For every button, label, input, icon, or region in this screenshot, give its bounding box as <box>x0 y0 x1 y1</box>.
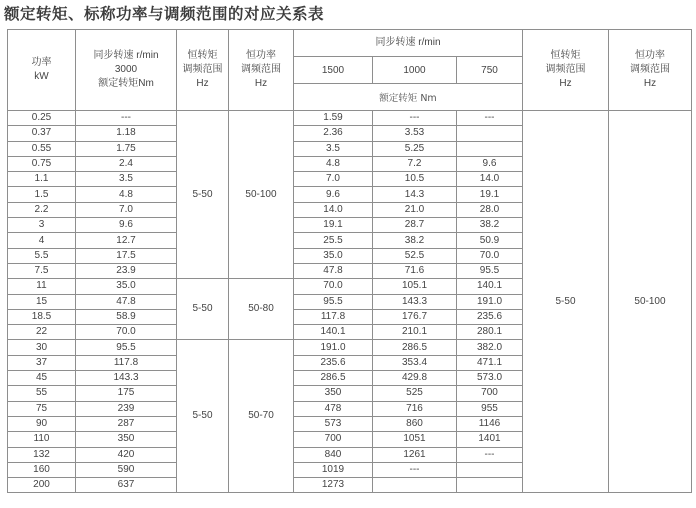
torque-1500-cell: 1.59 <box>294 111 373 126</box>
power-kw-cell: 2.2 <box>8 202 76 217</box>
right-const-torque-range-cell: 5-50 <box>523 111 609 493</box>
torque-750-cell <box>457 141 523 156</box>
torque-3000-cell: 590 <box>76 462 177 477</box>
torque-1500-cell: 286.5 <box>294 371 373 386</box>
torque-1000-cell: 105.1 <box>373 279 457 294</box>
power-kw-cell: 1.1 <box>8 172 76 187</box>
torque-750-cell: 19.1 <box>457 187 523 202</box>
torque-1500-cell: 70.0 <box>294 279 373 294</box>
torque-750-cell: 50.9 <box>457 233 523 248</box>
torque-3000-cell: 143.3 <box>76 371 177 386</box>
torque-750-cell: 955 <box>457 401 523 416</box>
header-const-torque: 恒转矩 调频范围 Hz <box>177 30 229 111</box>
torque-1000-cell: 143.3 <box>373 294 457 309</box>
right-const-power-range-cell: 50-100 <box>609 111 692 493</box>
torque-750-cell: 471.1 <box>457 355 523 370</box>
torque-1000-cell: 353.4 <box>373 355 457 370</box>
torque-1500-cell: 140.1 <box>294 325 373 340</box>
torque-1000-cell: --- <box>373 462 457 477</box>
torque-750-cell: 140.1 <box>457 279 523 294</box>
power-kw-cell: 0.55 <box>8 141 76 156</box>
header-sync-speed: 同步转速 r/min <box>294 30 523 57</box>
torque-1500-cell: 350 <box>294 386 373 401</box>
torque-3000-cell: 637 <box>76 478 177 493</box>
torque-3000-cell: 420 <box>76 447 177 462</box>
power-kw-cell: 0.25 <box>8 111 76 126</box>
torque-750-cell <box>457 478 523 493</box>
power-kw-cell: 22 <box>8 325 76 340</box>
power-kw-cell: 5.5 <box>8 248 76 263</box>
torque-1000-cell: 28.7 <box>373 218 457 233</box>
torque-3000-cell: 1.75 <box>76 141 177 156</box>
torque-750-cell: 28.0 <box>457 202 523 217</box>
torque-3000-cell: 70.0 <box>76 325 177 340</box>
torque-1000-cell: 52.5 <box>373 248 457 263</box>
header-const-power-2: 恒功率 调频范围 Hz <box>609 30 692 111</box>
torque-1500-cell: 573 <box>294 416 373 431</box>
torque-750-cell: 9.6 <box>457 156 523 171</box>
torque-1500-cell: 7.0 <box>294 172 373 187</box>
torque-1000-cell: 286.5 <box>373 340 457 355</box>
torque-750-cell <box>457 462 523 477</box>
torque-1000-cell: 210.1 <box>373 325 457 340</box>
torque-1000-cell <box>373 478 457 493</box>
torque-1500-cell: 9.6 <box>294 187 373 202</box>
torque-750-cell: 38.2 <box>457 218 523 233</box>
torque-1000-cell: 525 <box>373 386 457 401</box>
power-kw-cell: 200 <box>8 478 76 493</box>
power-kw-cell: 75 <box>8 401 76 416</box>
torque-1500-cell: 840 <box>294 447 373 462</box>
torque-3000-cell: 23.9 <box>76 263 177 278</box>
const-power-range-cell: 50-70 <box>229 340 294 493</box>
torque-1500-cell: 235.6 <box>294 355 373 370</box>
torque-1000-cell: 38.2 <box>373 233 457 248</box>
torque-1500-cell: 95.5 <box>294 294 373 309</box>
torque-1000-cell: 1051 <box>373 432 457 447</box>
torque-1500-cell: 2.36 <box>294 126 373 141</box>
torque-1000-cell: 176.7 <box>373 309 457 324</box>
torque-1000-cell: 21.0 <box>373 202 457 217</box>
torque-750-cell: 14.0 <box>457 172 523 187</box>
torque-3000-cell: --- <box>76 111 177 126</box>
spec-table <box>7 29 692 493</box>
power-kw-cell: 0.37 <box>8 126 76 141</box>
torque-1000-cell: 429.8 <box>373 371 457 386</box>
torque-750-cell: 573.0 <box>457 371 523 386</box>
torque-3000-cell: 47.8 <box>76 294 177 309</box>
power-kw-cell: 1.5 <box>8 187 76 202</box>
table-body <box>8 111 692 493</box>
const-power-range-cell: 50-100 <box>229 111 294 279</box>
torque-1500-cell: 117.8 <box>294 309 373 324</box>
header-speed-1500: 1500 <box>294 57 373 84</box>
torque-3000-cell: 58.9 <box>76 309 177 324</box>
power-kw-cell: 11 <box>8 279 76 294</box>
power-kw-cell: 132 <box>8 447 76 462</box>
torque-750-cell: 70.0 <box>457 248 523 263</box>
header-power: 功率 kW <box>8 30 76 111</box>
power-kw-cell: 90 <box>8 416 76 431</box>
torque-1500-cell: 3.5 <box>294 141 373 156</box>
torque-1000-cell: 860 <box>373 416 457 431</box>
const-torque-range-cell: 5-50 <box>177 279 229 340</box>
table-row <box>8 111 692 126</box>
power-kw-cell: 4 <box>8 233 76 248</box>
torque-750-cell: 700 <box>457 386 523 401</box>
torque-3000-cell: 350 <box>76 432 177 447</box>
torque-3000-cell: 287 <box>76 416 177 431</box>
power-kw-cell: 160 <box>8 462 76 477</box>
torque-1500-cell: 4.8 <box>294 156 373 171</box>
torque-750-cell: 382.0 <box>457 340 523 355</box>
torque-750-cell: --- <box>457 447 523 462</box>
torque-1000-cell: --- <box>373 111 457 126</box>
torque-750-cell: 1146 <box>457 416 523 431</box>
torque-1000-cell: 14.3 <box>373 187 457 202</box>
torque-3000-cell: 95.5 <box>76 340 177 355</box>
torque-1000-cell: 716 <box>373 401 457 416</box>
torque-1500-cell: 25.5 <box>294 233 373 248</box>
torque-3000-cell: 239 <box>76 401 177 416</box>
torque-1500-cell: 700 <box>294 432 373 447</box>
header-rated-torque: 额定转矩 Nm <box>294 84 523 111</box>
torque-3000-cell: 2.4 <box>76 156 177 171</box>
torque-1500-cell: 19.1 <box>294 218 373 233</box>
torque-3000-cell: 9.6 <box>76 218 177 233</box>
torque-1500-cell: 191.0 <box>294 340 373 355</box>
torque-3000-cell: 12.7 <box>76 233 177 248</box>
const-torque-range-cell: 5-50 <box>177 340 229 493</box>
torque-750-cell: 280.1 <box>457 325 523 340</box>
torque-1000-cell: 3.53 <box>373 126 457 141</box>
torque-3000-cell: 7.0 <box>76 202 177 217</box>
torque-1500-cell: 1273 <box>294 478 373 493</box>
header-speed-1000: 1000 <box>373 57 457 84</box>
power-kw-cell: 110 <box>8 432 76 447</box>
torque-750-cell: --- <box>457 111 523 126</box>
page-title: 额定转矩、标称功率与调频范围的对应关系表 <box>4 5 325 23</box>
power-kw-cell: 0.75 <box>8 156 76 171</box>
torque-1500-cell: 1019 <box>294 462 373 477</box>
torque-3000-cell: 4.8 <box>76 187 177 202</box>
torque-1500-cell: 35.0 <box>294 248 373 263</box>
torque-1500-cell: 14.0 <box>294 202 373 217</box>
torque-3000-cell: 3.5 <box>76 172 177 187</box>
header-const-torque-2: 恒转矩 调频范围 Hz <box>523 30 609 111</box>
power-kw-cell: 30 <box>8 340 76 355</box>
const-torque-range-cell: 5-50 <box>177 111 229 279</box>
header-speed-3000: 同步转速 r/min 3000 额定转矩Nm <box>76 30 177 111</box>
torque-1000-cell: 10.5 <box>373 172 457 187</box>
header-const-power: 恒功率 调频范围 Hz <box>229 30 294 111</box>
torque-1000-cell: 7.2 <box>373 156 457 171</box>
torque-3000-cell: 117.8 <box>76 355 177 370</box>
torque-1000-cell: 5.25 <box>373 141 457 156</box>
torque-1500-cell: 478 <box>294 401 373 416</box>
torque-1000-cell: 1261 <box>373 447 457 462</box>
power-kw-cell: 15 <box>8 294 76 309</box>
torque-750-cell: 235.6 <box>457 309 523 324</box>
torque-750-cell: 1401 <box>457 432 523 447</box>
torque-750-cell: 95.5 <box>457 263 523 278</box>
power-kw-cell: 18.5 <box>8 309 76 324</box>
torque-3000-cell: 35.0 <box>76 279 177 294</box>
const-power-range-cell: 50-80 <box>229 279 294 340</box>
torque-3000-cell: 17.5 <box>76 248 177 263</box>
header-speed-750: 750 <box>457 57 523 84</box>
torque-1000-cell: 71.6 <box>373 263 457 278</box>
power-kw-cell: 7.5 <box>8 263 76 278</box>
torque-3000-cell: 175 <box>76 386 177 401</box>
power-kw-cell: 45 <box>8 371 76 386</box>
torque-750-cell: 191.0 <box>457 294 523 309</box>
power-kw-cell: 3 <box>8 218 76 233</box>
power-kw-cell: 37 <box>8 355 76 370</box>
power-kw-cell: 55 <box>8 386 76 401</box>
torque-750-cell <box>457 126 523 141</box>
torque-3000-cell: 1.18 <box>76 126 177 141</box>
torque-1500-cell: 47.8 <box>294 263 373 278</box>
